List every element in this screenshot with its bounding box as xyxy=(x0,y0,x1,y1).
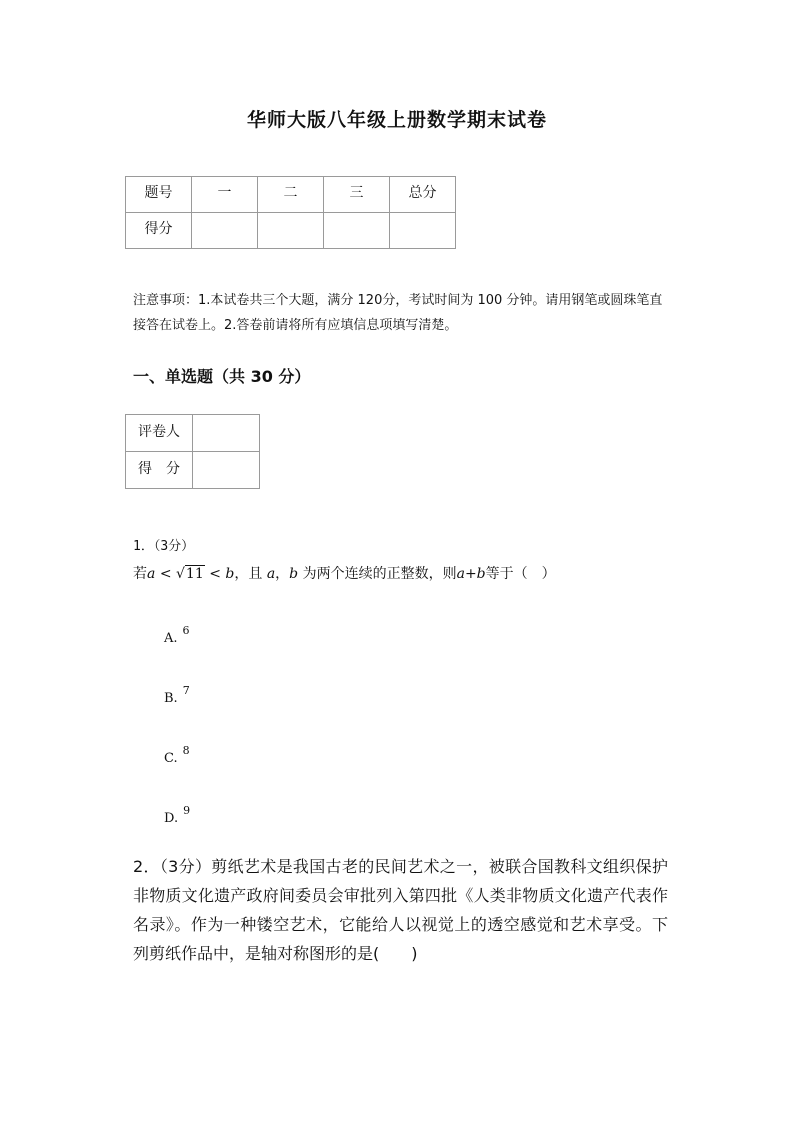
sqrt-icon: √ xyxy=(176,566,185,582)
option-value: 9 xyxy=(183,804,191,817)
question-1-text xyxy=(133,563,556,583)
option-value: 8 xyxy=(182,744,190,757)
grader-row xyxy=(126,415,260,452)
grader-cell xyxy=(193,415,260,452)
q1-sum-expr: a+b xyxy=(456,566,486,582)
section-score-label: 得 分 xyxy=(126,452,193,489)
option-label: D. xyxy=(164,811,179,826)
option-label: B. xyxy=(164,691,178,706)
q1-lt: < xyxy=(159,566,172,582)
q1-suffix: 等于（ ） xyxy=(485,566,556,582)
exam-notice: 注意事项：1.本试卷共三个大题，满分 120分，考试时间为 100 分钟。请用钢笔或圆珠笔直接答在试卷上。2.答卷前请将所有应填信息项填写清楚。 xyxy=(133,293,663,333)
score-cell xyxy=(258,213,324,249)
section-score-cell xyxy=(193,452,260,489)
option-value: 7 xyxy=(182,684,190,697)
score-row-label: 得分 xyxy=(126,213,192,249)
q1-option-a[interactable] xyxy=(164,624,190,646)
q1-phrase: 为两个连续的正整数，则 xyxy=(302,566,457,582)
score-table xyxy=(125,176,456,249)
q1-var-b: b xyxy=(225,566,235,582)
score-cell xyxy=(324,213,390,249)
q1-middle-a: a xyxy=(266,566,276,582)
score-cell xyxy=(390,213,456,249)
question-1-number: 1．（3分） xyxy=(133,539,195,554)
score-table-header: 总分 xyxy=(390,177,456,213)
score-cell xyxy=(192,213,258,249)
option-value: 6 xyxy=(182,624,190,637)
section-heading: 一、单选题（共 30 分） xyxy=(133,367,311,386)
score-table-score-row xyxy=(126,213,456,249)
q1-middle-b: b xyxy=(289,566,299,582)
score-table-header: 三 xyxy=(324,177,390,213)
q1-middle: ，且 xyxy=(234,566,263,582)
q1-prefix: 若 xyxy=(133,566,147,582)
option-label: A. xyxy=(164,631,178,646)
grader-table xyxy=(125,414,260,489)
q1-comma: ， xyxy=(275,566,290,582)
score-table-header-row xyxy=(126,177,456,213)
q1-option-b[interactable] xyxy=(164,684,190,706)
q1-lt-2: < xyxy=(209,566,221,582)
section-score-row xyxy=(126,452,260,489)
q1-radicand: 11 xyxy=(185,566,204,582)
q1-option-d[interactable] xyxy=(164,804,191,826)
exam-title: 华师大版八年级上册数学期末试卷 xyxy=(246,109,547,131)
score-table-header: 题号 xyxy=(126,177,192,213)
question-2-text: 2．（3分）剪纸艺术是我国古老的民间艺术之一，被联合国教科文组织保护非物质文化遗产政府间委员会审批列入第四批《人类非物质文化遗产代表作名录》。作为一种镂空艺术，它能给人以视觉上的透空感觉和艺术享受。下列剪纸作品中，是轴对称图形的是( ) xyxy=(133,857,668,963)
score-table-header: 二 xyxy=(258,177,324,213)
option-label: C. xyxy=(164,751,178,766)
grader-label: 评卷人 xyxy=(126,415,193,452)
q1-option-c[interactable] xyxy=(164,744,190,766)
score-table-header: 一 xyxy=(192,177,258,213)
q1-var-a: a xyxy=(147,566,156,582)
